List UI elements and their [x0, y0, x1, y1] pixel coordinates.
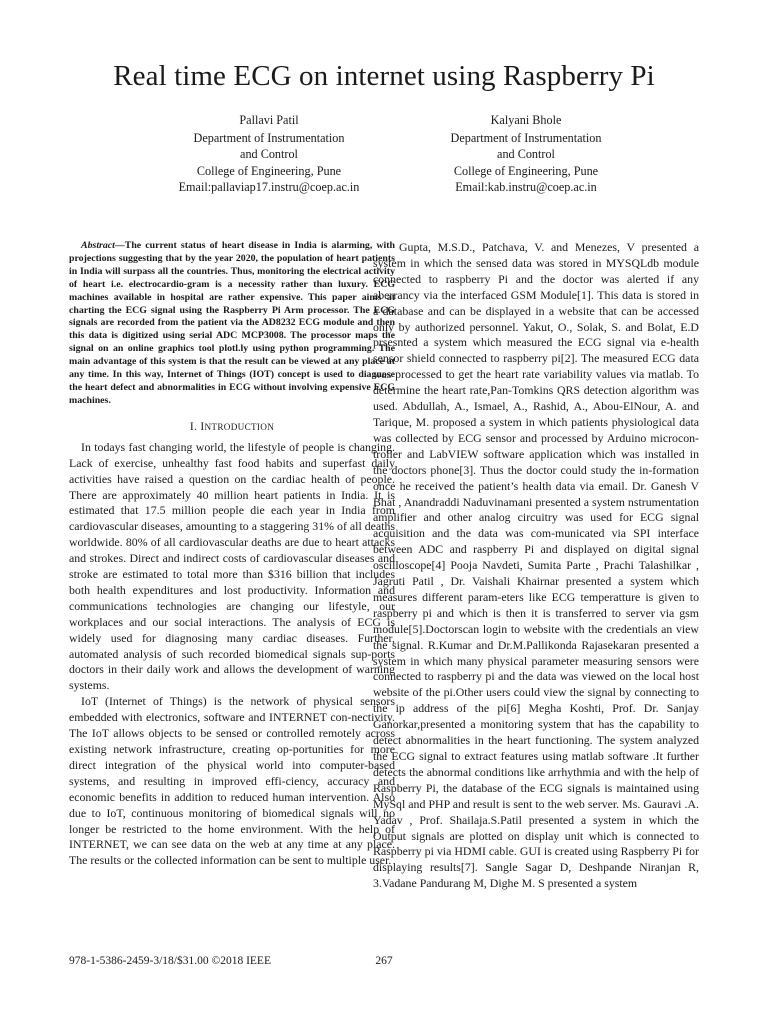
author-name: Pallavi Patil	[239, 113, 299, 127]
author-institution: College of Engineering, Pune	[453, 163, 599, 178]
copyright-footer: 978-1-5386-2459-3/18/$31.00 ©2018 IEEE	[69, 955, 271, 967]
section-title-rest: NTRODUCTION	[204, 421, 275, 432]
author-name: Kalyani Bhole	[490, 113, 562, 127]
page-number: 267	[375, 955, 393, 967]
author-department-line2: and Control	[240, 147, 298, 162]
author-email: Email:kab.instru@coep.ac.in	[455, 180, 597, 195]
section-title-initial: I	[200, 420, 205, 433]
right-column	[373, 240, 699, 892]
section-numeral: I.	[189, 420, 198, 433]
intro-paragraph-2: IoT (Internet of Things) is the network of physical sensors embedded with electronics, software and INTERNET con-nectivity. The IoT allows objects to be sensed or controlled remotely across existing network infrastructure, creating op-portunities for more direct integration of the physical world into computer-based systems, and resulting in improved effi-ciency, accuracy and economic benefits in addition to reduced human intervention. Also due to IoT, continuous monitoring of biomedical signals will no longer be restricted to the home environment. With the help of INTERNET, we can see data on the web at any time at any place. The results or the collected information can be sent to multiple user.	[69, 694, 395, 868]
section-heading-introduction	[69, 421, 395, 433]
author-department: Department of Instrumentation	[193, 130, 345, 145]
author-block-2	[406, 112, 646, 196]
abstract-label: Abstract—	[81, 240, 125, 251]
abstract-text: The current status of heart disease in India is alarming, with projections suggesting that by the year 2020, the population of heart patients in India will surpass all the countries. Thus, monitoring the electrical activity of heart i.e. electrocardio-gram is a necessity rather than luxury. ECG machines available in hospital are rather expensive. This paper aims at charting the ECG signal using the Raspberry Pi Arm processor. The ECG signals are recorded from the patient via the AD8232 ECG module and then this data is digitized using serial ADC MCP3008. The processor maps the signal on an online graphics tool plotl.ly using python programming. The main advantage of this system is that the result can be viewed at any place at any time. In this way, Internet of Things (IOT) concept is used to diagnose the heart defect and abnormalities in ECG without involving expensive ECG machines.	[69, 240, 395, 406]
abstract	[69, 240, 395, 408]
author-department: Department of Instrumentation	[450, 130, 602, 145]
intro-paragraph-1: In todays fast changing world, the lifestyle of people is changing. Lack of exercise, unhealthy fast food habits and superfast daily activities have raised a question on the cardiac health of people. There are approximately 40 million heart patients in India. It is estimated that 17.5 million people die each year in India from cardiovascular diseases, amounting to a staggering 31% of all deaths worldwide. 80% of all cardiovascular deaths are due to heart attacks and strokes. Direct and indirect costs of cardiovascular diseases and stroke are estimated to total more than $316 billion that includes both health expenditures and lost productivity. Information and communications technologies are changing our lifestyle, our workplaces and our social interactions. The analysis of ECG is widely used for diagnosing many cardiac diseases. Further, automated analysis of such recorded biomedical signals sup-ports doctors in their daily work and allows the development of warning systems.	[69, 439, 395, 693]
author-department-line2: and Control	[497, 147, 555, 162]
author-block-1	[149, 112, 389, 196]
author-institution: College of Engineering, Pune	[196, 163, 342, 178]
related-work-paragraph: Gupta, M.S.D., Patchava, V. and Menezes, V presented a system in which the sensed data was stored in MYSQLdb module connected to raspberry Pi and the doctor was alerted if any aberrancy via the interfaced GSM Module[1]. This data is stored in a database and can be displayed in a website that can be accessed only by authorized personnel. Yakut, O., Solak, S. and Bolat, E.D prsesnted a system which measured the ECG signal via e-health sensor shield connected to raspberry pi[2]. The measured ECG data was processed to get the heart rate variability values via matlab. To determine the heart rate,Pan-Tomkins QRS detection algorithm was used. Abdullah, A., Ismael, A., Rashid, A., Abou-ElNour, A. and Tarique, M. proposed a system in which patients physiological data was collected by ECG sensor and processed by Arduino microcon-troller and LabVIEW software application which was installed in the doctors phone[3]. Thus the doctor could study the in-formation once he received the patient’s health data via email. Dr. Ganesh V Bhat , Anandraddi Naduvinamani presented a system nstrumentation amplifier and other analog circuitry was used for ECG signal acquisition and the data was com-municated via SPI interface between ADC and raspberry Pi and displayed on digital signal oscilloscope[4] Pooja Navdeti, Sumita Parte , Prachi Talashilkar , Jagruti Patil , Dr. Vaishali Khairnar presented a system which measures different param-eters like ECG temperatture is given to raspberry pi and which is then it is transferred to server via gsm module[5].Doctorscan login to website with the credentials an view the signal. R.Kumar and Dr.M.Pallikonda Rajasekaran presented a system in which many physical parameter measuring sensors were connected to raspberry pi and the data was viewed on the local host website of the pi.Other users could view the signal by connecting to the ip address of the pi[6] Megha Koshti, Prof. Dr. Sanjay Ganorkar,presented a monitoring system that has the capability to detect abnormalities in the heart functioning. The system analyzed the ECG signal to extract features using matlab software .It further detects the abnormal conditions like arrhythmia and with the help of Raspberry Pi, the database of the ECG signals is maintained using MySql and PHP and result is sent to the web server. Ms. Gauravi .A. Yadav , Prof. Shailaja.S.Patil presented a system in which the Output signals are plotted on display unit which is connected to Raspberry pi via HDMI cable. GUI is created using Raspberry Pi for displaying results[7]. Sangle Sagar D, Deshpande Niranjan R, 3.Vadane Pandurang M, Dighe M. S presented a system	[373, 240, 699, 891]
left-column	[69, 240, 395, 869]
author-email: Email:pallaviap17.instru@coep.ac.in	[178, 180, 360, 195]
paper-title: Real time ECG on internet using Raspberry Pi	[113, 60, 655, 92]
